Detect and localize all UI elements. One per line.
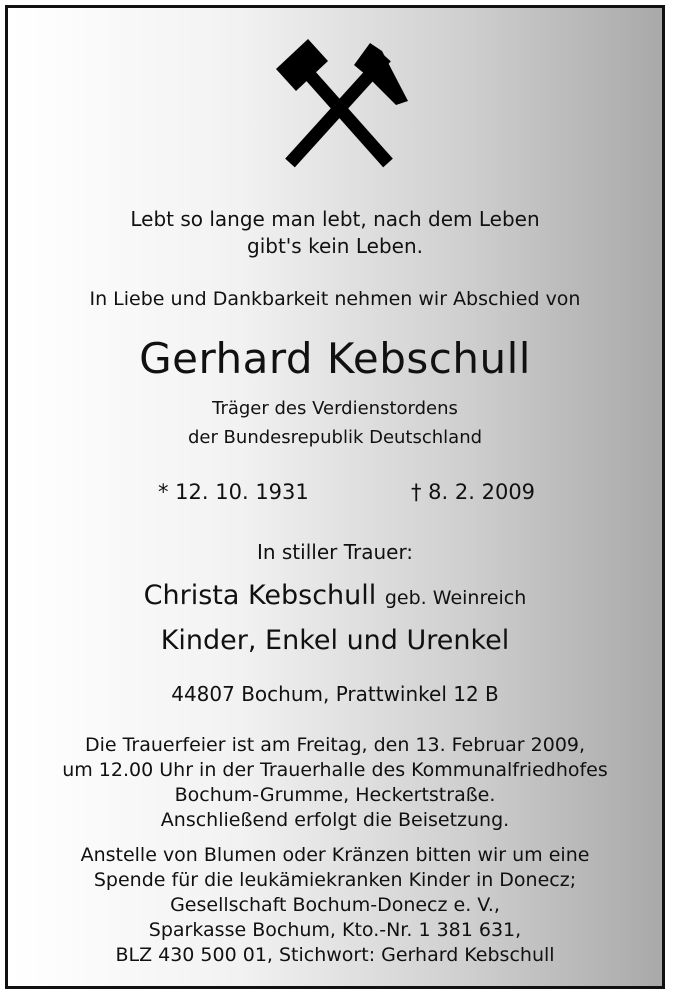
hammer-and-pick-icon [270,35,410,170]
donation-line: Anstelle von Blumen oder Kränzen bitten wir um eine [80,844,590,866]
donation-line: Spende für die leukämiekranken Kinder in Donecz; [93,869,577,891]
mourning-intro: In stiller Trauer: [256,540,414,564]
honor-line-1: Träger des Verdienstordens [212,398,458,419]
deceased-name: Gerhard Kebschull [139,334,531,383]
donation-line: Sparkasse Bochum, Kto.-Nr. 1 381 631, [148,919,522,941]
motto-line-1: Lebt so lange man lebt, nach dem Leben [130,207,540,231]
mourner-maiden-name: geb. Weinreich [384,587,527,609]
funeral-line: Anschließend erfolgt die Beisetzung. [160,809,510,831]
donation-line: Gesellschaft Bochum-Donecz e. V., [170,894,500,916]
intro-text: In Liebe und Dankbarkeit nehmen wir Abschied von [89,288,581,310]
obituary-notice [5,5,665,989]
funeral-line: Bochum-Grumme, Heckertstraße. [174,784,496,806]
address: 44807 Bochum, Prattwinkel 12 B [171,682,499,706]
donation-line: BLZ 430 500 01, Stichwort: Gerhard Kebschull [115,944,555,966]
funeral-line: um 12.00 Uhr in der Trauerhalle des Kommunalfriedhofes [62,759,608,781]
motto-line-2: gibt's kein Leben. [247,234,423,258]
honor-line-2: der Bundesrepublik Deutschland [187,427,483,448]
death-date: † 8. 2. 2009 [411,480,536,504]
funeral-line: Die Trauerfeier ist am Freitag, den 13. Februar 2009, [84,734,586,756]
birth-date: * 12. 10. 1931 [158,480,309,504]
mourner-name: Christa Kebschull [143,580,377,611]
family-line: Kinder, Enkel und Urenkel [160,625,510,656]
mourner-line [8,582,662,609]
